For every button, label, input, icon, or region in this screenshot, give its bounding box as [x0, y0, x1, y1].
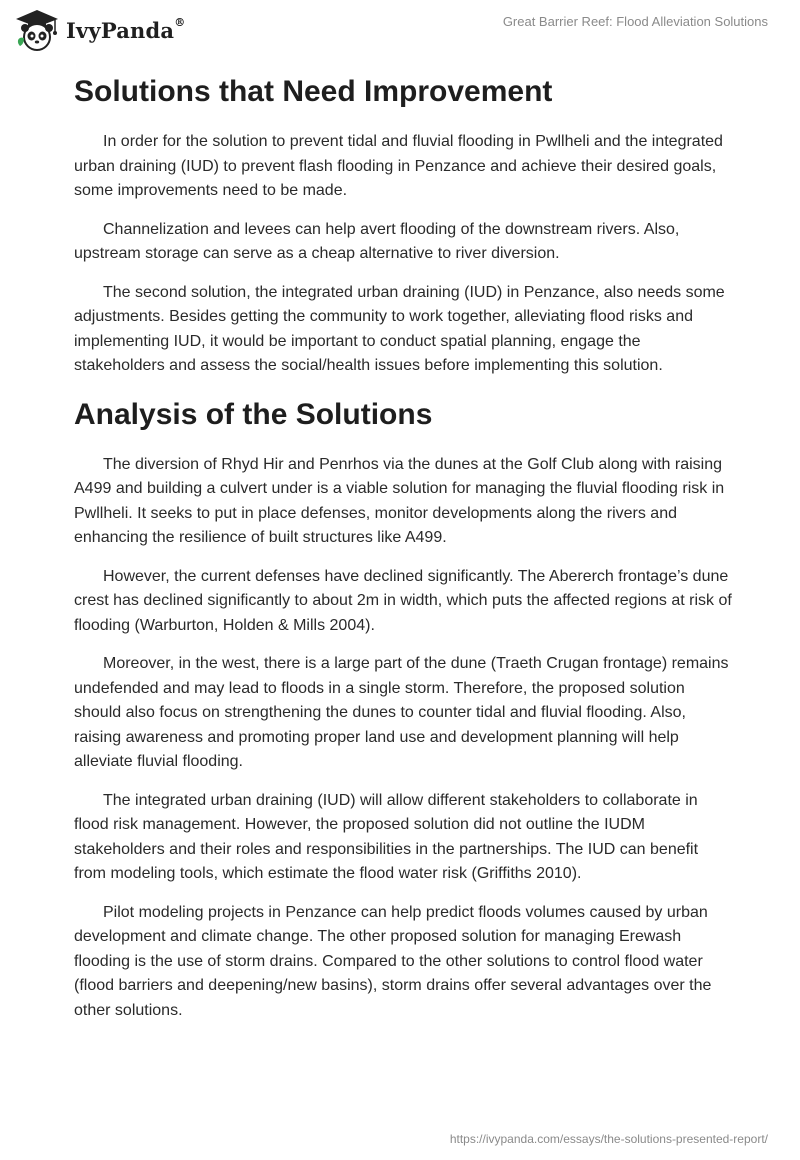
paragraph: The second solution, the integrated urban draining (IUD) in Penzance, also needs some adjustments. Besides getting the community to work together, alleviating flood risks and implementing IUD, it would be important to conduct spatial planning, engage the stakeholders and assess the social/health issues before implementing this solution. [74, 283, 725, 374]
essay-content [74, 70, 734, 1037]
registered-mark: ® [174, 15, 186, 29]
document-title: Great Barrier Reef: Flood Alleviation Solutions [502, 14, 768, 29]
paragraph: However, the current defenses have declined significantly. The Abererch frontage’s dune crest has declined significantly to about 2m in width, which puts the affected regions at risk of flooding (Warburton, Holden & Mills 2004). [74, 567, 732, 634]
paragraph: Moreover, in the west, there is a large part of the dune (Traeth Crugan frontage) remains undefended and may lead to floods in a single storm. Therefore, the proposed solution should also focus on strengthening the dunes to counter tidal and fluvial flooding. Also, raising awareness and promoting proper land use and development planning will help alleviate fluvial flooding. [74, 655, 729, 770]
source-url[interactable]: https://ivypanda.com/essays/the-solutions-presented-report/ [449, 1132, 768, 1146]
section-heading-improvement: Solutions that Need Improvement [74, 75, 553, 108]
paragraph: In order for the solution to prevent tidal and fluvial flooding in Pwllheli and the integrated urban draining (IUD) to prevent flash flooding in Penzance and achieve their desired goals, some improvements need to be made. [74, 133, 723, 199]
paragraph: The integrated urban draining (IUD) will allow different stakeholders to collaborate in flood risk management. However, the proposed solution did not outline the IUDM stakeholders and their roles and responsibilities in the partnerships. The IUD can benefit from modeling tools, which estimate the flood water risk (Griffiths 2010). [74, 791, 699, 882]
section-heading-analysis: Analysis of the Solutions [74, 397, 433, 431]
panda-icon [14, 8, 60, 52]
paragraph: The diversion of Rhyd Hir and Penrhos via the dunes at the Golf Club along with raising A499 and building a culvert under is a viable solution for managing the fluvial flooding risk in Pwllheli. It seeks to put in place defenses, monitor developments along the rivers and enhancing the resilience of built structures like A499. [74, 455, 725, 546]
paragraph: Pilot modeling projects in Penzance can help predict floods volumes caused by urban development and climate change. The other proposed solution for managing Erewash flooding is the use of storm drains. Compared to the other solutions to control flood water (flood barriers and deepening/new basins), storm drains offer several advantages over the other solutions. [74, 903, 712, 1019]
ivypanda-logo[interactable] [14, 8, 185, 52]
paragraph: Channelization and levees can help avert flooding of the downstream rivers. Also, upstream storage can serve as a cheap alternative to river diversion. [74, 220, 680, 262]
logo-wordmark: IvyPanda [66, 17, 175, 43]
page-header [0, 0, 800, 64]
logo-text [66, 15, 186, 43]
